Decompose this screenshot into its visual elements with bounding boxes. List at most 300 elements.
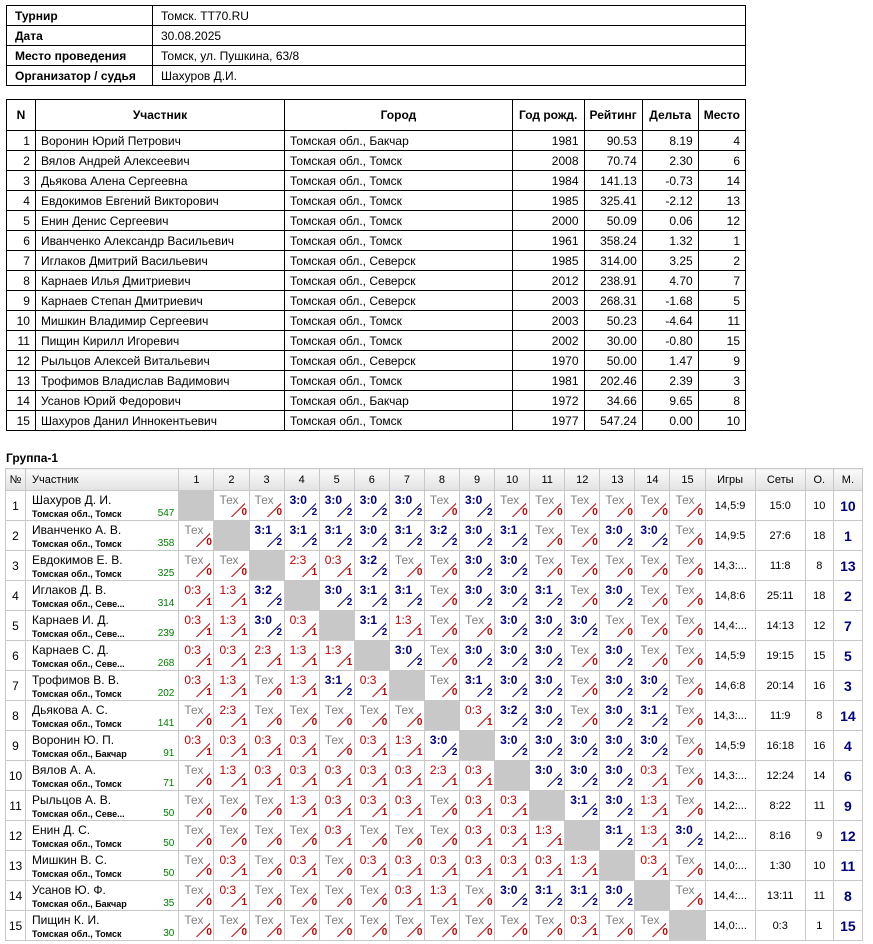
sets-total: 12:24 — [755, 761, 805, 791]
match-score: 1:3 — [219, 673, 237, 687]
match-points: 0 — [346, 927, 353, 938]
match-points: 1 — [381, 867, 388, 878]
match-score: Тех — [570, 553, 590, 567]
match-result — [635, 911, 670, 941]
participant-row — [7, 371, 746, 391]
match-points: 0 — [241, 567, 248, 578]
match-result — [495, 521, 530, 551]
match-points: 2 — [592, 807, 598, 818]
match-score: 3:0 — [605, 763, 623, 777]
participant-cell: 1 — [698, 231, 745, 251]
match-points: 1 — [416, 747, 423, 758]
match-points: 1 — [416, 897, 423, 908]
match-result — [495, 581, 530, 611]
match-points: 1 — [311, 867, 318, 878]
points-total: 15 — [805, 641, 833, 671]
player-cell — [26, 491, 179, 521]
participant-cell: 13 — [698, 191, 745, 211]
match-result — [670, 611, 705, 641]
match-score: 0:3 — [500, 823, 517, 837]
player-cell — [26, 911, 179, 941]
match-score: Тех — [535, 493, 555, 507]
match-points: 0 — [381, 717, 388, 728]
participant-cell: 10 — [7, 311, 36, 331]
group-place: 8 — [833, 881, 862, 911]
participant-row — [7, 351, 746, 371]
match-result — [424, 581, 459, 611]
match-points: 1 — [662, 777, 668, 788]
match-score: 3:0 — [535, 763, 553, 777]
match-score: 3:0 — [535, 733, 553, 747]
participant-cell: Томская обл., Северск — [285, 251, 513, 271]
match-points: 0 — [416, 837, 423, 848]
match-score: Тех — [640, 493, 660, 507]
info-key: Место проведения — [7, 46, 153, 66]
participant-cell: 8.19 — [642, 131, 698, 151]
player-name: Мишкин В. С. — [32, 853, 107, 867]
row-number: 10 — [6, 761, 26, 791]
match-result — [565, 641, 600, 671]
match-result — [424, 761, 459, 791]
match-result — [530, 731, 565, 761]
match-score: Тех — [605, 913, 625, 927]
match-points: 0 — [697, 567, 704, 578]
participant-cell: 9 — [7, 291, 36, 311]
match-score: Тех — [535, 523, 555, 537]
games-total: 14,5:9 — [705, 731, 755, 761]
match-points: 0 — [241, 927, 248, 938]
player-cell — [26, 761, 179, 791]
match-result — [670, 521, 705, 551]
match-result — [495, 731, 530, 761]
match-score: Тех — [359, 913, 379, 927]
match-points: 0 — [662, 567, 668, 578]
match-score: Тех — [605, 493, 625, 507]
match-score: 3:2 — [429, 523, 448, 537]
match-points: 2 — [416, 657, 423, 668]
participant-cell: 14 — [698, 171, 745, 191]
match-result — [389, 821, 424, 851]
match-score: 0:3 — [359, 763, 377, 777]
match-result — [424, 911, 459, 941]
participant-cell: 2 — [698, 251, 745, 271]
match-result — [460, 641, 495, 671]
match-points: 2 — [592, 777, 598, 788]
match-result — [249, 791, 284, 821]
match-points: 1 — [557, 837, 563, 848]
match-result — [424, 881, 459, 911]
participant-cell: 11 — [698, 311, 745, 331]
match-result — [179, 851, 214, 881]
match-result — [670, 851, 705, 881]
match-points: 2 — [311, 507, 318, 518]
match-points: 0 — [311, 897, 318, 908]
match-result — [670, 551, 705, 581]
match-points: 1 — [311, 747, 318, 758]
match-points: 2 — [522, 687, 528, 698]
match-result — [424, 671, 459, 701]
points-total: 14 — [805, 761, 833, 791]
match-score: 3:1 — [359, 613, 378, 627]
match-score: Тех — [254, 853, 274, 867]
match-result — [565, 671, 600, 701]
grid-row — [6, 641, 863, 671]
participant-cell: -1.68 — [642, 291, 698, 311]
grid-header: 6 — [354, 469, 389, 491]
player-cell — [26, 731, 179, 761]
match-score: Тех — [675, 553, 695, 567]
diagonal-cell — [600, 851, 635, 881]
participant-cell: 268.31 — [584, 291, 642, 311]
match-score: Тех — [184, 553, 204, 567]
player-cell — [26, 551, 179, 581]
match-result — [635, 701, 670, 731]
row-number: 12 — [6, 821, 26, 851]
row-number: 11 — [6, 791, 26, 821]
games-total: 14,2:... — [705, 791, 755, 821]
diagonal-cell — [565, 821, 600, 851]
participant-cell: 34.66 — [584, 391, 642, 411]
match-points: 0 — [627, 627, 633, 638]
match-result — [495, 551, 530, 581]
grid-row — [6, 761, 863, 791]
grid-header: 9 — [460, 469, 495, 491]
participants-header: Год рожд. — [512, 100, 584, 131]
match-result — [424, 521, 459, 551]
match-score: Тех — [184, 793, 204, 807]
match-points: 1 — [241, 687, 248, 698]
match-score: 3:0 — [535, 703, 553, 717]
match-score: 3:0 — [324, 493, 343, 507]
participant-cell: 1977 — [512, 411, 584, 431]
match-points: 0 — [592, 537, 598, 548]
diagonal-cell — [635, 881, 670, 911]
grid-header: 8 — [424, 469, 459, 491]
match-score: Тех — [254, 913, 274, 927]
match-result — [530, 521, 565, 551]
match-score: 3:0 — [359, 523, 378, 537]
match-score: Тех — [184, 853, 204, 867]
participant-cell: 13 — [7, 371, 36, 391]
match-score: 0:3 — [465, 703, 482, 717]
participants-header: Рейтинг — [584, 100, 642, 131]
match-result — [495, 491, 530, 521]
participant-cell: 7 — [698, 271, 745, 291]
match-result — [565, 581, 600, 611]
match-result — [284, 521, 319, 551]
match-result — [319, 491, 354, 521]
match-score: 0:3 — [359, 793, 377, 807]
match-result — [460, 881, 495, 911]
match-points: 0 — [627, 507, 633, 518]
participant-cell: Пищин Кирилл Игоревич — [35, 331, 284, 351]
match-score: 1:3 — [640, 823, 658, 837]
match-points: 2 — [522, 747, 528, 758]
grid-row — [6, 581, 863, 611]
match-score: Тех — [429, 553, 449, 567]
match-points: 2 — [416, 597, 423, 608]
match-result — [495, 701, 530, 731]
points-total: 11 — [805, 881, 833, 911]
participant-cell: Томская обл., Томск — [285, 331, 513, 351]
match-points: 0 — [241, 837, 248, 848]
match-points: 0 — [381, 837, 388, 848]
match-points: 2 — [346, 687, 353, 698]
match-result — [635, 671, 670, 701]
match-points: 1 — [592, 927, 598, 938]
match-result — [249, 881, 284, 911]
participant-cell: 1984 — [512, 171, 584, 191]
match-points: 2 — [627, 897, 633, 908]
match-score: 3:0 — [359, 493, 378, 507]
group-place: 3 — [833, 671, 862, 701]
match-score: Тех — [219, 493, 239, 507]
match-score: 3:0 — [394, 493, 413, 507]
match-score: 0:3 — [429, 853, 447, 867]
match-score: Тех — [675, 733, 695, 747]
match-result — [354, 551, 389, 581]
grid-row — [6, 821, 863, 851]
player-rating: 325 — [157, 568, 175, 579]
games-total: 14,5:9 — [705, 491, 755, 521]
match-points: 0 — [311, 837, 318, 848]
group-place: 15 — [833, 911, 862, 941]
match-result — [214, 851, 249, 881]
match-points: 2 — [522, 627, 528, 638]
participant-cell: 3.25 — [642, 251, 698, 271]
info-value: 30.08.2025 — [153, 26, 746, 46]
match-result — [319, 761, 354, 791]
match-result — [249, 821, 284, 851]
match-points: 2 — [276, 597, 283, 608]
match-score: 3:0 — [535, 643, 553, 657]
match-score: Тех — [359, 703, 379, 717]
match-score: Тех — [429, 793, 449, 807]
match-result — [249, 581, 284, 611]
participant-cell: 358.24 — [584, 231, 642, 251]
match-result — [460, 551, 495, 581]
match-points: 2 — [487, 597, 493, 608]
match-result — [319, 581, 354, 611]
match-points: 0 — [662, 507, 668, 518]
participant-row — [7, 171, 746, 191]
match-result — [460, 761, 495, 791]
match-points: 0 — [557, 507, 563, 518]
participant-cell: 1985 — [512, 191, 584, 211]
match-result — [600, 671, 635, 701]
match-score: Тех — [675, 883, 695, 897]
player-city: Томская обл., Томск — [32, 779, 122, 789]
match-score: 1:3 — [289, 643, 307, 657]
match-result — [565, 491, 600, 521]
match-result — [530, 551, 565, 581]
match-score: 3:1 — [570, 793, 588, 807]
participant-cell: 7 — [7, 251, 36, 271]
match-result — [389, 611, 424, 641]
player-cell — [26, 701, 179, 731]
match-result — [424, 641, 459, 671]
match-score: 2:3 — [254, 643, 272, 657]
match-score: 3:0 — [675, 823, 693, 837]
match-result — [565, 701, 600, 731]
match-result — [670, 761, 705, 791]
grid-header: 15 — [670, 469, 705, 491]
player-rating: 50 — [163, 868, 175, 879]
match-score: Тех — [465, 913, 485, 927]
games-total: 14,5:9 — [705, 641, 755, 671]
participant-row — [7, 251, 746, 271]
participant-cell: 9.65 — [642, 391, 698, 411]
match-result — [214, 611, 249, 641]
match-score: Тех — [465, 883, 485, 897]
match-result — [600, 881, 635, 911]
match-result — [389, 521, 424, 551]
group-place: 10 — [833, 491, 862, 521]
grid-row — [6, 551, 863, 581]
match-score: 3:0 — [535, 613, 553, 627]
participant-row — [7, 411, 746, 431]
match-score: 0:3 — [219, 643, 237, 657]
group-place: 7 — [833, 611, 862, 641]
match-result — [424, 491, 459, 521]
match-score: 0:3 — [324, 553, 342, 567]
match-score: 0:3 — [465, 823, 482, 837]
match-score: 3:0 — [500, 733, 518, 747]
match-score: 0:3 — [219, 733, 237, 747]
match-points: 2 — [557, 897, 563, 908]
match-score: 3:0 — [500, 613, 518, 627]
match-score: Тех — [429, 673, 449, 687]
match-score: 0:3 — [640, 853, 658, 867]
match-score: Тех — [184, 913, 204, 927]
match-points: 2 — [627, 657, 633, 668]
match-score: 1:3 — [289, 793, 307, 807]
match-points: 0 — [276, 717, 283, 728]
match-score: Тех — [640, 643, 660, 657]
participant-cell: -0.80 — [642, 331, 698, 351]
participant-cell: 1.47 — [642, 351, 698, 371]
match-result — [530, 851, 565, 881]
match-points: 1 — [346, 837, 353, 848]
match-result — [284, 761, 319, 791]
match-points: 0 — [697, 657, 704, 668]
match-result — [670, 791, 705, 821]
match-score: Тех — [184, 823, 204, 837]
match-points: 1 — [381, 777, 388, 788]
match-points: 1 — [206, 657, 212, 668]
grid-row — [6, 881, 863, 911]
participant-cell: Томская обл., Северск — [285, 271, 513, 291]
participant-cell: 5 — [698, 291, 745, 311]
match-score: 3:0 — [570, 613, 588, 627]
row-number: 8 — [6, 701, 26, 731]
match-points: 2 — [522, 717, 528, 728]
games-total: 14,3:... — [705, 701, 755, 731]
match-result — [460, 671, 495, 701]
info-row — [7, 26, 746, 46]
match-result — [460, 821, 495, 851]
match-points: 2 — [487, 537, 493, 548]
match-result — [179, 641, 214, 671]
match-points: 1 — [241, 597, 248, 608]
match-points: 2 — [557, 777, 563, 788]
points-total: 12 — [805, 611, 833, 641]
match-score: 3:0 — [605, 883, 623, 897]
match-points: 1 — [311, 627, 318, 638]
match-score: 3:0 — [500, 583, 518, 597]
match-points: 0 — [697, 627, 704, 638]
match-result — [354, 851, 389, 881]
match-score: 0:3 — [394, 793, 412, 807]
participant-cell: 0.00 — [642, 411, 698, 431]
group-place: 12 — [833, 821, 862, 851]
participant-cell: 15 — [698, 331, 745, 351]
match-result — [565, 911, 600, 941]
match-result — [249, 701, 284, 731]
match-result — [495, 611, 530, 641]
sets-total: 0:3 — [755, 911, 805, 941]
match-score: Тех — [254, 883, 274, 897]
match-points: 0 — [557, 567, 563, 578]
match-score: 1:3 — [289, 673, 307, 687]
match-score: 0:3 — [184, 613, 202, 627]
participant-row — [7, 331, 746, 351]
match-points: 0 — [451, 597, 458, 608]
sets-total: 8:22 — [755, 791, 805, 821]
match-points: 1 — [206, 627, 212, 638]
match-points: 0 — [697, 897, 704, 908]
match-points: 1 — [206, 687, 212, 698]
match-score: 0:3 — [535, 853, 552, 867]
grid-header: 10 — [495, 469, 530, 491]
match-points: 2 — [557, 597, 563, 608]
match-points: 2 — [381, 567, 388, 578]
match-result — [354, 611, 389, 641]
match-points: 0 — [451, 627, 458, 638]
diagonal-cell — [354, 641, 389, 671]
match-score: 3:1 — [500, 523, 518, 537]
match-result — [565, 611, 600, 641]
match-score: Тех — [570, 523, 590, 537]
participant-cell: -2.12 — [642, 191, 698, 211]
grid-row — [6, 911, 863, 941]
grid-header: 11 — [530, 469, 565, 491]
player-name: Усанов Ю. Ф. — [32, 883, 106, 897]
match-points: 0 — [206, 537, 212, 548]
match-score: 3:0 — [570, 733, 588, 747]
match-result — [424, 851, 459, 881]
match-result — [635, 521, 670, 551]
match-result — [214, 911, 249, 941]
match-result — [530, 641, 565, 671]
match-score: 3:1 — [535, 583, 553, 597]
match-points: 2 — [416, 537, 423, 548]
match-result — [284, 791, 319, 821]
match-score: 3:0 — [640, 523, 658, 537]
match-points: 0 — [592, 567, 598, 578]
match-result — [319, 791, 354, 821]
player-name: Шахуров Д. И. — [32, 493, 112, 507]
match-points: 0 — [206, 777, 212, 788]
match-result — [214, 881, 249, 911]
row-number: 5 — [6, 611, 26, 641]
match-points: 0 — [206, 897, 212, 908]
match-points: 2 — [592, 747, 598, 758]
match-score: 3:0 — [500, 553, 518, 567]
match-score: Тех — [640, 583, 660, 597]
match-score: 0:3 — [465, 763, 482, 777]
match-result — [284, 911, 319, 941]
